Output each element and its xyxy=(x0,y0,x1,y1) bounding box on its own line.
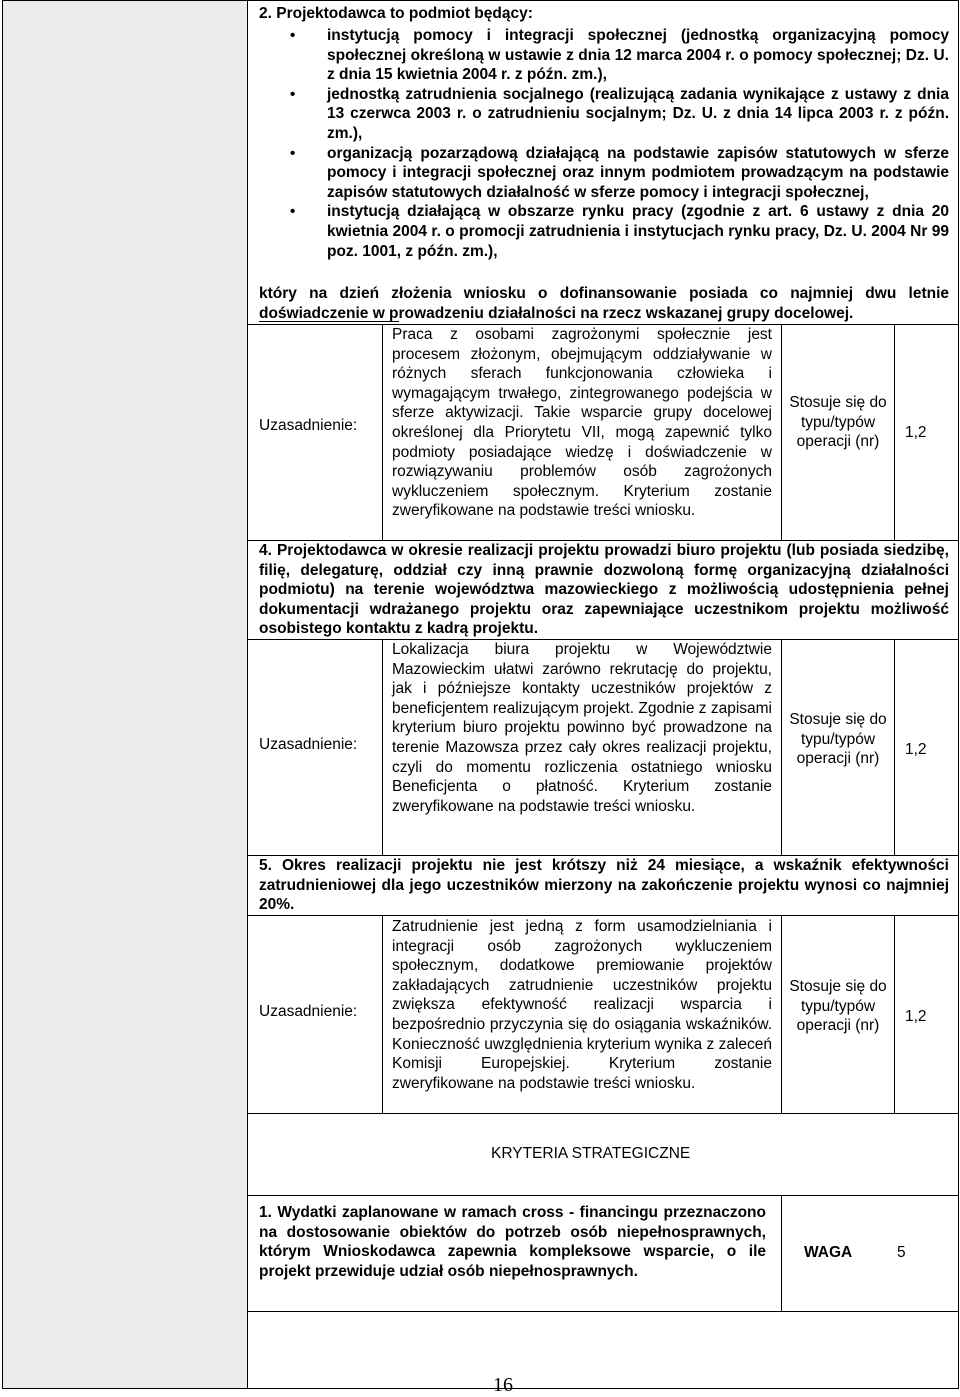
divider xyxy=(248,1113,959,1114)
strategic-heading: KRYTERIA STRATEGICZNE xyxy=(491,1145,691,1162)
divider xyxy=(894,915,895,1113)
operation-types: 1,2 xyxy=(905,1008,927,1025)
section2-closing-line1: który na dzień złożenia wniosku o dofinansowanie posiada co najmniej dwu letnie xyxy=(259,285,949,302)
applies-note: Stosuje się do typu/typów operacji (nr) xyxy=(789,394,887,451)
divider xyxy=(382,324,383,540)
strategic-criterion-1: 1. Wydatki zaplanowane w ramach cross - financingu przeznaczono na dostosowanie obiektów do potrzeb osób niepełnosprawnych, którym Wnioskodawca zapewnia kompleksowe wsparcie, o ile projekt przewiduje udział osób niepełnosprawnych. xyxy=(259,1204,766,1280)
applies-note: Stosuje się do typu/typów operacji (nr) xyxy=(789,978,887,1035)
list-item: • organizacją pozarządową działającą na podstawie zapisów statutowych w sferze pomocy i integracji społecznej oraz innym podmiotem prowadzącym na podstawie zapisów statutowych działalność w sferze pomocy i integracji społecznej, xyxy=(259,144,949,203)
section2-heading: 2. Projektodawca to podmiot będący: xyxy=(259,5,533,22)
divider xyxy=(248,1195,959,1196)
divider xyxy=(781,1195,782,1311)
justification-text: Zatrudnienie jest jedną z form usamodzielniania i integracji osób zagrożonych wykluczeniem społecznym, dodatkowe premiowanie projektów zakładających zatrudnienie uczestników projektu zwiększa efektywność realizacji wsparcia i bezpośrednio przyczynia się do osiągania wskaźników. Konieczność uwzględnienia kryterium wynika z zaleceń Komisji Europejskiej. Kryterium zostanie zweryfikowane na podstawie treści wniosku. xyxy=(392,918,772,1092)
section2-closing-line2: doświadczenie w prowadzeniu działalności na rzecz wskazanej grupy docelowej. xyxy=(259,305,854,322)
applies-note: Stosuje się do typu/typów operacji (nr) xyxy=(789,711,887,768)
divider xyxy=(894,324,895,540)
divider xyxy=(248,1311,959,1312)
list-item: • instytucją pomocy i integracji społecznej (jednostką organizacyjną pomocy społecznej określoną w ustawie z dnia 12 marca 2004 r. o pomocy społecznej; Dz. U. z dnia 15 kwietnia 2004 r. z późn. zm.), xyxy=(259,26,949,85)
weight-value: 5 xyxy=(897,1244,906,1261)
page-number: 16 xyxy=(493,1374,513,1396)
divider xyxy=(382,915,383,1113)
justification-label: Uzasadnienie: xyxy=(259,736,358,753)
section5-heading: 5. Okres realizacji projektu nie jest krótszy niż 24 miesiące, a wskaźnik efektywności zatrudnieniowej dla jego uczestników mierzony na zakończenie projektu wynosi co najmniej 20%. xyxy=(259,857,949,914)
underline-mark xyxy=(259,321,399,322)
divider xyxy=(248,915,959,916)
operation-types: 1,2 xyxy=(905,424,927,441)
section4-heading: 4. Projektodawca w okresie realizacji projektu prowadzi biuro projektu (lub posiada siedzibę, filię, delegaturę, oddział czy inną prawnie dozwoloną formę organizacyjną działalności podmiotu) na terenie województwa mazowieckiego z możliwością udostępnienia pełnej dokumentacji wdrażanego projektu oraz zapewniające uczestnikom projektu możliwość osobistego kontaktu z kadrą projektu. xyxy=(259,542,949,638)
operation-types: 1,2 xyxy=(905,741,927,758)
list-item: • jednostką zatrudnienia socjalnego (realizującą zadania wynikające z ustawy z dnia 13 czerwca 2003 r. o zatrudnieniu socjalnym; Dz. U. z dnia 14 lipca 2003 r. z późn. zm.), xyxy=(259,85,949,144)
divider xyxy=(894,639,895,855)
list-item: • instytucją działającą w obszarze rynku pracy (zgodnie z art. 6 ustawy z dnia 20 kwietnia 2004 r. o promocji zatrudnienia i instytucjach rynku pracy, Dz. U. 2004 Nr 99 poz. 1001, z późn. zm.), xyxy=(259,202,949,261)
justification-text: Lokalizacja biura projektu w Województwie Mazowieckim ułatwi zarówno rekrutację do projektu, jak i późniejsze kontakty uczestników projektów z beneficjentem realizującym projekt. Zgodnie z zapisami kryterium biuro projektu powinno być prowadzone na terenie Mazowsza przez cały okres realizacji projektu, czyli do momentu rozliczenia ostatniego wniosku Beneficjenta o płatność. Kryterium zostanie zweryfikowane na podstawie treści wniosku. xyxy=(392,641,772,815)
divider xyxy=(382,639,383,855)
weight-label: WAGA xyxy=(804,1244,853,1261)
justification-label: Uzasadnienie: xyxy=(259,1003,358,1020)
justification-label: Uzasadnienie: xyxy=(259,417,358,434)
justification-text: Praca z osobami zagrożonymi społecznie jest procesem złożonym, obejmującym oddziaływanie w różnych sferach funkcjonowania człowieka i wymagającym trwałego, zintegrowanego podejścia w sferze aktywizacji. Takie wsparcie grupy docelowej określonej dla Priorytetu VII, mogą zapewnić tylko podmioty posiadające wiedzę i doświadczenie w rozwiązywaniu problemów osób zagrożonych wykluczeniem społecznym. Kryterium zostanie zweryfikowane na podstawie treści wniosku. xyxy=(392,326,772,520)
section2-list xyxy=(259,26,949,261)
